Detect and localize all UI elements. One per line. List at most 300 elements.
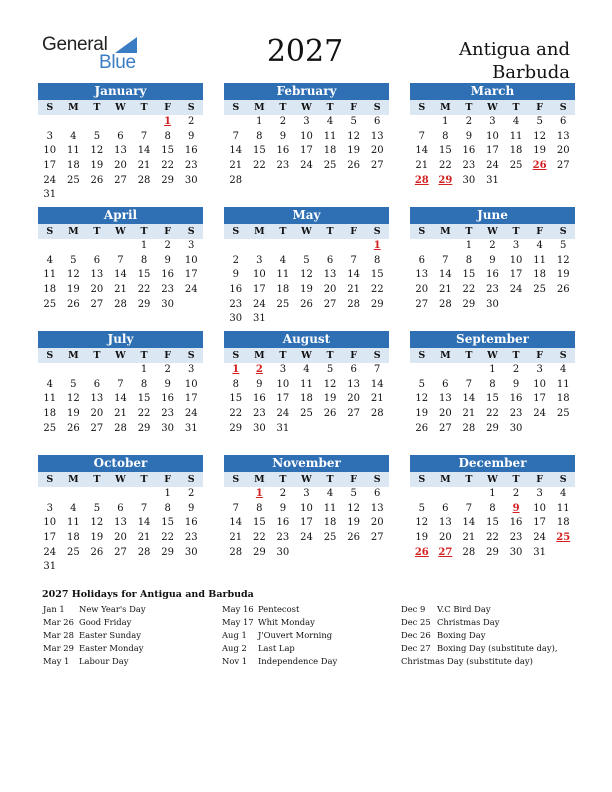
day: 7 xyxy=(374,364,381,375)
holiday-name: V.C Bird Day xyxy=(437,604,491,614)
month-title: October xyxy=(38,455,203,472)
day: 12 xyxy=(300,269,313,281)
day: 28 xyxy=(114,298,127,310)
day: 20 xyxy=(114,532,127,544)
holiday-day: 1 xyxy=(373,240,381,251)
day: 28 xyxy=(438,298,452,310)
day: 30 xyxy=(184,174,198,186)
holiday-day: 26 xyxy=(532,160,547,172)
brand-logo xyxy=(42,34,142,74)
day: 5 xyxy=(326,364,334,375)
day: 26 xyxy=(347,160,360,172)
day: 8 xyxy=(232,378,239,390)
day: 3 xyxy=(512,240,520,251)
holiday-date: Nov 1 xyxy=(222,656,248,666)
day: 2 xyxy=(164,364,171,375)
day: 25 xyxy=(323,532,337,544)
weekday-label: M xyxy=(68,226,79,237)
holiday-row xyxy=(222,603,402,616)
day: 30 xyxy=(486,298,499,310)
day: 11 xyxy=(323,130,337,142)
weekday-header xyxy=(410,472,575,487)
day: 24 xyxy=(533,532,546,544)
day: 29 xyxy=(161,174,174,186)
day: 23 xyxy=(509,408,523,420)
day: 10 xyxy=(533,378,546,390)
day: 31 xyxy=(276,422,290,434)
day: 8 xyxy=(442,130,449,142)
day: 10 xyxy=(43,145,57,157)
holiday-name: Whit Monday xyxy=(258,617,315,627)
holiday-row xyxy=(222,655,402,668)
day: 12 xyxy=(347,502,360,514)
holiday-row xyxy=(222,642,402,655)
holiday-row xyxy=(401,603,581,616)
day: 4 xyxy=(279,254,287,266)
day: 3 xyxy=(188,240,195,251)
empty-cell xyxy=(318,239,342,254)
day: 29 xyxy=(229,422,243,434)
day: 20 xyxy=(114,160,127,172)
month-august xyxy=(224,331,389,436)
holiday-column xyxy=(401,603,581,668)
weekday-label: S xyxy=(232,226,240,237)
day: 25 xyxy=(276,298,290,310)
day: 4 xyxy=(46,254,53,266)
day: 15 xyxy=(137,269,151,281)
day: 20 xyxy=(90,408,104,420)
weekday-header xyxy=(410,100,575,115)
day: 16 xyxy=(509,393,523,405)
holiday-date: Dec 26 xyxy=(401,630,431,640)
month-title: November xyxy=(224,455,389,472)
empty-cell xyxy=(85,115,109,130)
day: 18 xyxy=(509,145,523,157)
weekday-label: T xyxy=(465,350,473,361)
day: 3 xyxy=(188,364,195,375)
day: 20 xyxy=(370,145,384,157)
day: 24 xyxy=(184,284,198,296)
day: 25 xyxy=(509,160,523,172)
day: 12 xyxy=(90,145,104,157)
day: 9 xyxy=(232,269,239,281)
empty-cell xyxy=(434,363,458,378)
weekday-label: S xyxy=(373,226,381,237)
day: 5 xyxy=(560,240,567,251)
day: 7 xyxy=(117,254,124,266)
weekday-label: F xyxy=(536,102,543,113)
day: 17 xyxy=(184,269,198,281)
day: 22 xyxy=(252,160,266,172)
day-grid xyxy=(410,239,575,312)
day: 22 xyxy=(161,160,174,172)
weekday-label: S xyxy=(232,350,240,361)
weekday-label: F xyxy=(350,102,357,113)
day: 27 xyxy=(90,422,104,434)
day: 18 xyxy=(323,517,337,529)
empty-cell xyxy=(109,487,133,502)
day: 22 xyxy=(370,284,384,296)
day: 9 xyxy=(188,130,195,142)
day: 10 xyxy=(184,254,198,266)
day: 18 xyxy=(556,517,570,529)
empty-cell xyxy=(38,487,62,502)
weekday-label: T xyxy=(140,102,148,113)
weekday-label: S xyxy=(559,350,567,361)
day: 23 xyxy=(161,408,174,420)
month-june xyxy=(410,207,575,312)
day: 20 xyxy=(556,145,570,157)
holiday-name: J'Ouvert Morning xyxy=(258,630,333,640)
day: 11 xyxy=(66,145,80,157)
day: 20 xyxy=(438,408,452,420)
day: 22 xyxy=(229,408,243,420)
day: 2 xyxy=(232,254,239,266)
weekday-label: S xyxy=(232,102,240,113)
day: 22 xyxy=(161,532,174,544)
day: 16 xyxy=(509,517,523,529)
day: 27 xyxy=(347,408,360,420)
day: 13 xyxy=(556,130,570,142)
day: 16 xyxy=(161,393,174,405)
holiday-date: Dec 9 xyxy=(401,604,426,614)
weekday-label: F xyxy=(350,350,357,361)
weekday-header xyxy=(38,100,203,115)
empty-cell xyxy=(224,115,248,130)
day: 26 xyxy=(90,174,104,186)
empty-cell xyxy=(295,239,319,254)
day-grid xyxy=(224,487,389,560)
weekday-label: S xyxy=(187,474,195,485)
day: 20 xyxy=(323,284,337,296)
day: 21 xyxy=(415,160,429,172)
day: 24 xyxy=(533,408,546,420)
day: 12 xyxy=(66,269,80,281)
day: 14 xyxy=(462,393,476,405)
holiday-row xyxy=(43,655,223,668)
brand-triangle-icon xyxy=(115,37,137,53)
day: 14 xyxy=(137,517,151,529)
weekday-label: T xyxy=(326,350,334,361)
day: 22 xyxy=(252,532,266,544)
day: 15 xyxy=(438,145,452,157)
day: 2 xyxy=(512,364,520,375)
holiday-date: Mar 26 xyxy=(43,617,74,627)
day: 21 xyxy=(370,393,384,405)
day: 8 xyxy=(164,502,171,514)
day: 18 xyxy=(556,393,570,405)
day: 18 xyxy=(43,284,57,296)
day: 15 xyxy=(161,517,174,529)
day: 19 xyxy=(347,517,360,529)
weekday-label: S xyxy=(373,474,381,485)
day: 26 xyxy=(347,532,360,544)
day: 30 xyxy=(161,298,174,310)
day: 2 xyxy=(489,240,496,251)
month-title: July xyxy=(38,331,203,348)
day: 13 xyxy=(114,145,127,157)
day: 21 xyxy=(229,160,243,172)
day: 27 xyxy=(114,174,127,186)
day: 2 xyxy=(279,488,287,499)
day: 23 xyxy=(509,532,523,544)
day: 25 xyxy=(300,408,313,420)
day: 17 xyxy=(252,284,266,296)
holiday-day: 29 xyxy=(438,174,453,186)
day: 8 xyxy=(489,378,496,390)
day: 17 xyxy=(509,269,523,281)
day: 15 xyxy=(252,517,266,529)
day: 18 xyxy=(276,284,290,296)
day: 15 xyxy=(486,393,499,405)
day: 4 xyxy=(326,488,334,499)
holiday-date: May 1 xyxy=(43,656,70,666)
day: 10 xyxy=(252,269,266,281)
weekday-header xyxy=(38,348,203,363)
holiday-row xyxy=(401,642,581,655)
day-grid xyxy=(410,115,575,188)
day: 18 xyxy=(323,145,337,157)
weekday-label: F xyxy=(350,474,357,485)
day: 8 xyxy=(164,130,171,142)
day: 13 xyxy=(114,517,127,529)
day-grid xyxy=(410,363,575,436)
empty-cell xyxy=(434,239,458,254)
holiday-row xyxy=(222,629,402,642)
holiday-day: 27 xyxy=(438,546,453,558)
day: 8 xyxy=(140,254,148,266)
empty-cell xyxy=(62,363,86,378)
day: 25 xyxy=(43,298,57,310)
day: 6 xyxy=(374,488,381,499)
day: 11 xyxy=(323,502,337,514)
day: 2 xyxy=(279,116,287,127)
day: 16 xyxy=(229,284,243,296)
month-july xyxy=(38,331,203,436)
day: 16 xyxy=(462,145,476,157)
day: 2 xyxy=(465,116,473,127)
day-grid xyxy=(410,487,575,560)
weekday-label: M xyxy=(440,474,451,485)
holiday-day: 9 xyxy=(512,502,520,514)
day: 1 xyxy=(489,364,496,375)
weekday-label: T xyxy=(512,350,520,361)
day: 4 xyxy=(46,378,53,390)
day: 30 xyxy=(462,174,476,186)
calendar-year: 2027 xyxy=(266,34,344,69)
day: 12 xyxy=(90,517,104,529)
day: 25 xyxy=(66,546,80,558)
day: 27 xyxy=(370,160,384,172)
day: 29 xyxy=(486,422,499,434)
day: 23 xyxy=(276,532,290,544)
day: 30 xyxy=(184,546,198,558)
day: 22 xyxy=(438,160,452,172)
day: 11 xyxy=(300,378,313,390)
weekday-label: M xyxy=(68,474,79,485)
day: 19 xyxy=(66,408,80,420)
day: 19 xyxy=(415,532,429,544)
month-title: May xyxy=(224,207,389,224)
day: 20 xyxy=(415,284,429,296)
empty-cell xyxy=(410,239,434,254)
holiday-day: 1 xyxy=(255,488,263,499)
holiday-date: May 17 xyxy=(222,617,254,627)
weekday-label: T xyxy=(465,474,473,485)
day-grid xyxy=(38,239,203,312)
weekday-label: F xyxy=(164,474,171,485)
day: 23 xyxy=(184,160,198,172)
day: 5 xyxy=(536,116,543,127)
day: 17 xyxy=(43,160,57,172)
day: 3 xyxy=(303,488,310,499)
day: 29 xyxy=(370,298,384,310)
weekday-label: F xyxy=(536,226,543,237)
weekday-header xyxy=(38,224,203,239)
empty-cell xyxy=(271,239,295,254)
day: 8 xyxy=(489,502,496,514)
day: 15 xyxy=(462,269,476,281)
day: 17 xyxy=(300,145,313,157)
day: 16 xyxy=(184,517,198,529)
empty-cell xyxy=(248,239,272,254)
day: 17 xyxy=(300,517,313,529)
empty-cell xyxy=(457,363,481,378)
weekday-label: T xyxy=(512,226,520,237)
day: 13 xyxy=(438,393,452,405)
holiday-name: Good Friday xyxy=(79,617,132,627)
holiday-day: 1 xyxy=(232,364,240,375)
holiday-day: 2 xyxy=(255,364,263,375)
day: 29 xyxy=(137,298,151,310)
day: 6 xyxy=(93,254,101,266)
day: 13 xyxy=(347,378,360,390)
month-december xyxy=(410,455,575,560)
weekday-label: M xyxy=(68,102,79,113)
day: 4 xyxy=(326,116,334,127)
month-title: September xyxy=(410,331,575,348)
day: 19 xyxy=(90,160,104,172)
day: 7 xyxy=(442,254,449,266)
day: 1 xyxy=(140,364,148,375)
month-title: February xyxy=(224,83,389,100)
day: 21 xyxy=(229,532,243,544)
day: 21 xyxy=(462,408,476,420)
day: 9 xyxy=(188,502,195,514)
weekday-label: T xyxy=(279,350,287,361)
weekday-label: M xyxy=(440,226,451,237)
holiday-date: Mar 28 xyxy=(43,630,74,640)
day: 15 xyxy=(252,145,266,157)
day: 29 xyxy=(137,422,151,434)
weekday-label: S xyxy=(46,102,54,113)
holiday-date: Aug 2 xyxy=(222,643,247,653)
empty-cell xyxy=(224,487,248,502)
day: 16 xyxy=(276,517,290,529)
day: 24 xyxy=(184,408,198,420)
day: 8 xyxy=(140,378,148,390)
holiday-day: 28 xyxy=(414,174,429,186)
day: 14 xyxy=(114,393,127,405)
day: 28 xyxy=(370,408,384,420)
empty-cell xyxy=(62,115,86,130)
holiday-date: Dec 27 xyxy=(401,643,431,653)
weekday-label: S xyxy=(559,474,567,485)
day: 26 xyxy=(90,546,104,558)
day: 11 xyxy=(556,502,570,514)
day: 21 xyxy=(114,284,127,296)
empty-cell xyxy=(109,239,133,254)
day: 11 xyxy=(509,130,523,142)
day: 24 xyxy=(300,532,313,544)
holiday-date: Mar 29 xyxy=(43,643,74,653)
empty-cell xyxy=(410,363,434,378)
day: 11 xyxy=(556,378,570,390)
day: 1 xyxy=(256,116,263,127)
day: 6 xyxy=(442,378,449,390)
day: 18 xyxy=(43,408,57,420)
day: 28 xyxy=(462,422,476,434)
day: 5 xyxy=(350,116,357,127)
day: 24 xyxy=(509,284,523,296)
day: 7 xyxy=(465,502,473,514)
day: 28 xyxy=(347,298,360,310)
day: 17 xyxy=(184,393,198,405)
empty-cell xyxy=(38,239,62,254)
weekday-header xyxy=(410,348,575,363)
day: 6 xyxy=(326,254,334,266)
day: 28 xyxy=(229,546,243,558)
day: 15 xyxy=(137,393,151,405)
day: 20 xyxy=(90,284,104,296)
holiday-day: 26 xyxy=(414,546,429,558)
month-title: December xyxy=(410,455,575,472)
weekday-label: S xyxy=(373,102,381,113)
day: 5 xyxy=(418,378,425,390)
weekday-label: T xyxy=(140,226,148,237)
weekday-label: S xyxy=(418,102,426,113)
holiday-name: Boxing Day xyxy=(437,630,486,640)
empty-cell xyxy=(434,487,458,502)
day: 10 xyxy=(509,254,523,266)
day: 14 xyxy=(462,517,476,529)
empty-cell xyxy=(109,363,133,378)
day: 30 xyxy=(509,546,523,558)
day: 1 xyxy=(489,488,496,499)
day: 25 xyxy=(323,160,337,172)
day: 2 xyxy=(164,240,171,251)
day: 26 xyxy=(323,408,337,420)
day: 7 xyxy=(232,502,239,514)
day: 6 xyxy=(117,130,124,142)
holiday-date: Aug 1 xyxy=(222,630,247,640)
weekday-header xyxy=(410,224,575,239)
day: 23 xyxy=(276,160,290,172)
holiday-name: Easter Sunday xyxy=(79,630,142,640)
weekday-header xyxy=(224,100,389,115)
holiday-name: Pentecost xyxy=(258,604,300,614)
day: 6 xyxy=(374,116,381,127)
day: 19 xyxy=(300,284,313,296)
holiday-continuation: Christmas Day (substitute day) xyxy=(401,656,533,666)
day: 16 xyxy=(161,269,174,281)
holiday-date: May 16 xyxy=(222,604,254,614)
day: 23 xyxy=(462,160,476,172)
day: 30 xyxy=(252,422,266,434)
weekday-label: W xyxy=(301,102,312,113)
day: 3 xyxy=(256,254,263,266)
day: 15 xyxy=(370,269,384,281)
